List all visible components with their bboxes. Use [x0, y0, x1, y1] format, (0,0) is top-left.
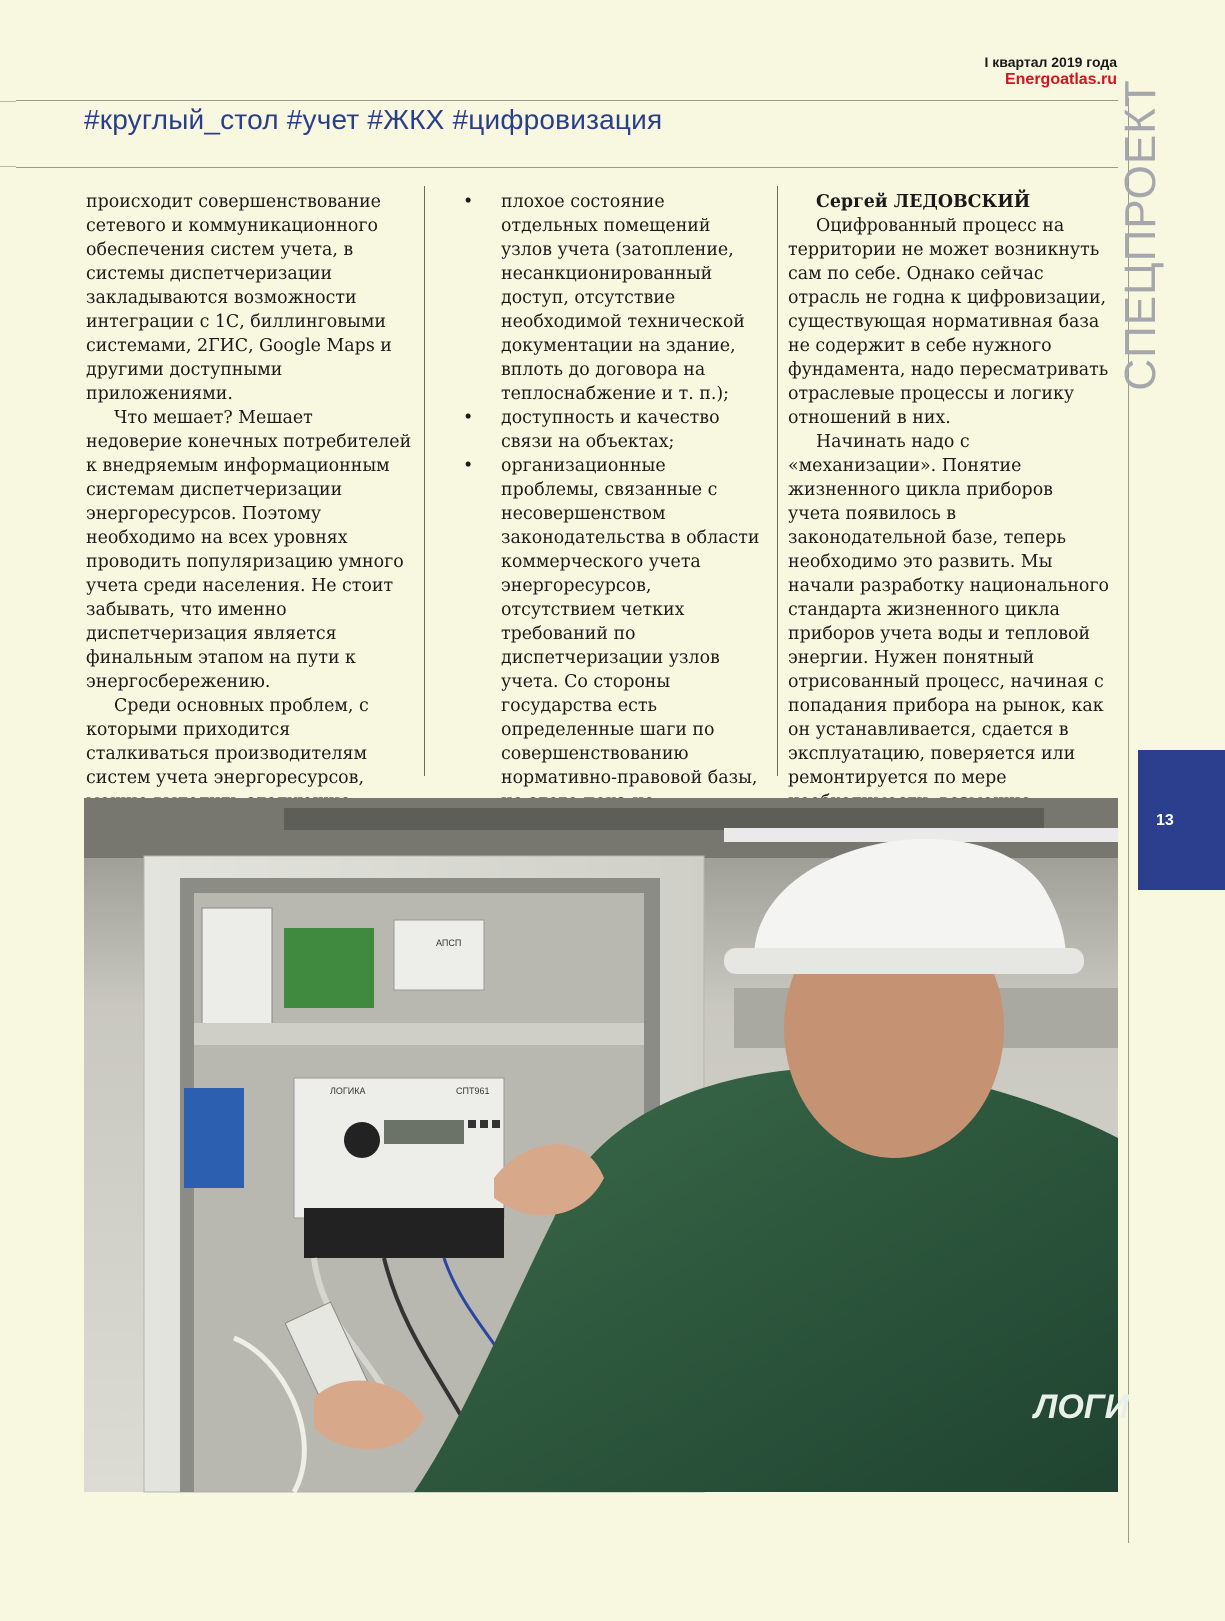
column-divider: [777, 186, 778, 776]
site-link[interactable]: Energoatlas.ru: [1004, 71, 1117, 88]
ceiling-beam: [284, 808, 1044, 830]
hard-hat-brim: [724, 948, 1084, 974]
column-3: [788, 190, 1110, 862]
optical-probe: [344, 1122, 380, 1158]
breaker-box: [202, 908, 272, 1028]
author-name: Сергей ЛЕДОВСКИЙ: [816, 192, 1031, 212]
list-item: [463, 406, 763, 454]
paragraph: Оцифрованный процесс на территории не может возникнуть сам по себе. Однако сейчас отрасль не годна к цифровизации, существующая нормативная база не содержит в себе нужного фундамента, надо пересматривать отраслевые процессы и логику отношений в них.: [788, 216, 1109, 428]
list-item-text: доступность и качество связи на объектах;: [501, 408, 720, 452]
problem-list: [463, 190, 763, 862]
modem-label: АПСП: [436, 938, 462, 948]
bullet-icon: •: [463, 408, 474, 428]
photo-illustration: [84, 798, 1130, 1492]
din-rail: [194, 1023, 644, 1045]
hashtags: #круглый_стол #учет #ЖКХ #цифровизация: [84, 104, 663, 135]
modem-module: [394, 920, 484, 990]
paragraph: Среди основных проблем, с которыми приходится сталкиваться производителям систем учета энергоресурсов,: [86, 696, 369, 788]
margin-tick: [0, 166, 16, 167]
terminal-block: [304, 1208, 504, 1258]
blue-module: [184, 1088, 244, 1188]
bullet-icon: •: [463, 192, 474, 212]
paragraph: происходит совершенствование сетевого и коммуникационного обеспечения систем учета, в системы диспетчеризации закладываются возможности интеграции с 1С, биллинговыми системами, 2ГИС, Google Maps и другими доступными приложениями.: [86, 192, 392, 404]
column-divider: [424, 186, 425, 776]
meter-button: [492, 1120, 500, 1128]
meter-model: СПТ961: [456, 1086, 490, 1096]
issue-date: I квартал 2019 года: [984, 54, 1117, 70]
column-1: [86, 190, 412, 814]
meter-button: [468, 1120, 476, 1128]
meter-display: [384, 1120, 464, 1144]
bullet-icon: •: [463, 456, 474, 476]
jacket-logo: ЛОГИ: [1034, 1388, 1130, 1426]
issue-info: [984, 54, 1117, 88]
header-rule-top: [16, 100, 1118, 101]
paragraph: Начинать надо с «механизации». Понятие жизненного цикла приборов учета появилось в законодательной базе, теперь необходимо это развить. Мы начали разработку национального стандарта жизненного цикла приборов учета воды и тепловой энергии. Нужен понятный отрисованный процесс, начиная с попадания прибора на рынок, как он устанавливается, сдается в эксплуатацию, поверяется или ремонтируется по мере: [788, 432, 1109, 788]
section-title: [1106, 79, 1176, 391]
circuit-board: [284, 928, 374, 1008]
meter-brand: ЛОГИКА: [330, 1086, 366, 1096]
margin-tick: [0, 101, 16, 102]
list-item-text: плохое состояние отдельных помещений узлов учета (затопление, несанкционированный доступ, отсутствие необходимой технической документации на здание, вплоть до договора на теплоснабжение и т. п.);: [501, 192, 745, 404]
list-item: [463, 190, 763, 406]
column-2: [463, 190, 763, 862]
meter-button: [480, 1120, 488, 1128]
heat-meter: [294, 1078, 504, 1218]
header-rule-bottom: [16, 167, 1118, 168]
page-number: 13: [1156, 812, 1174, 829]
page-number-tab: [1138, 750, 1225, 890]
photo-technician-metering-cabinet: [84, 798, 1130, 1492]
section-title-text: СПЕЦПРОЕКТ: [1116, 79, 1165, 391]
list-item-text: организационные проблемы, связанные с несовершенством законодательства в области коммерческого учета энергоресурсов, отсутствием четких требований по диспетчеризации узлов учета. Со стороны государства есть определенные шаги по совершенствованию нормативно-правовой базы,: [501, 456, 760, 788]
paragraph: Что мешает? Мешает недоверие конечных потребителей к внедряемым информационным системам диспетчеризации энергоресурсов. Поэтому необходимо на всех уровнях проводить популяризацию умного учета среди населения. Не стоит забывать, что именно диспетчеризация является финальным этапом на пути к энергосбережению.: [86, 408, 412, 692]
